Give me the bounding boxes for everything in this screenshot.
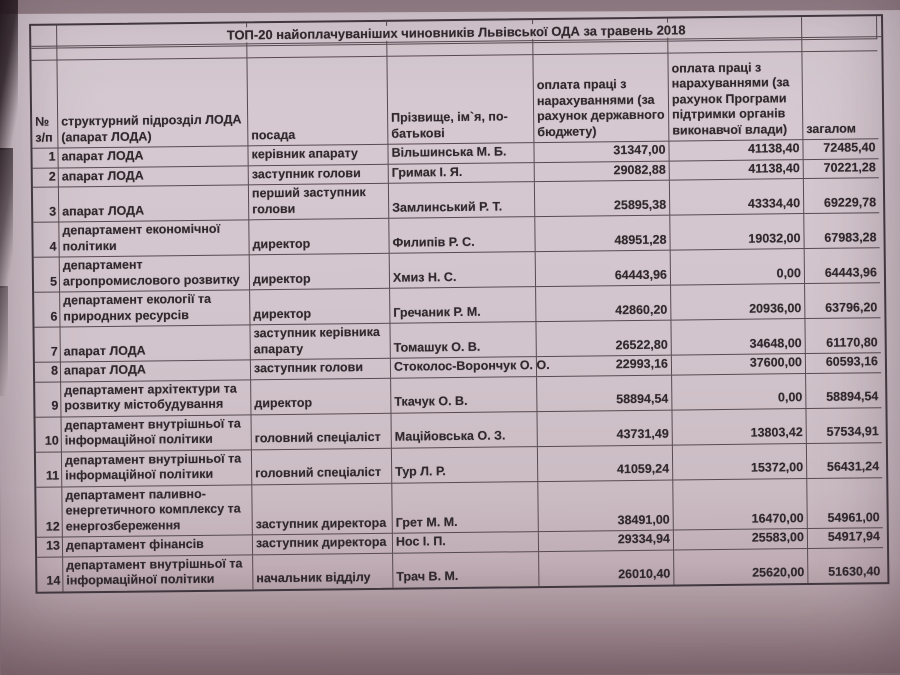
cell-name: Стоколос-Ворончук О. О.: [391, 357, 537, 378]
table-title: ТОП-20 найоплачуваніших чиновників Львівської ОДА за травень 2018: [31, 20, 881, 47]
cell-state-budget: 42860,20: [536, 286, 671, 323]
cell-total: 60593,16: [806, 353, 881, 373]
cell-total: 57534,91: [806, 408, 881, 444]
cell-program: 19032,00: [670, 214, 804, 251]
salary-table: [29, 14, 889, 593]
header-row: [31, 51, 882, 149]
cell-position: заступник керівника апарату: [250, 324, 390, 361]
cell-program: 0,00: [671, 249, 805, 286]
cell-unit: департамент економічної політики: [59, 220, 249, 257]
cell-state-budget: 48951,28: [535, 216, 670, 253]
cell-state-budget: 22993,16: [537, 356, 672, 377]
cell-state-budget: 58894,54: [537, 375, 672, 412]
cell-state-budget: 64443,96: [536, 251, 671, 288]
cell-position: заступник голови: [251, 359, 391, 380]
cell-name: Маційовська О. З.: [391, 412, 537, 449]
cell-state-budget: 41059,24: [538, 445, 673, 482]
header-cell-total: загалом: [802, 51, 878, 140]
cell-position: директор: [249, 219, 389, 256]
cell-num: 1: [32, 149, 58, 169]
cell-name: Грет М. М.: [392, 482, 539, 534]
cell-unit: апарат ЛОДА: [60, 325, 250, 362]
cell-num: 12: [36, 487, 63, 538]
cell-position: заступник директора: [252, 483, 393, 535]
cell-state-budget: 31347,00: [534, 142, 669, 163]
cell-num: 8: [35, 363, 61, 383]
cell-state-budget: 25895,38: [535, 181, 670, 218]
cell-program: 41138,40: [670, 160, 804, 181]
cell-name: Вільшинська М. Б.: [388, 143, 534, 164]
cell-program: 20936,00: [671, 284, 805, 321]
cell-name: Гречаник Р. М.: [390, 287, 536, 324]
cell-name: Тур Л. Р.: [392, 447, 538, 484]
cell-name: Филипів Р. С.: [389, 217, 535, 254]
cell-unit: апарат ЛОДА: [58, 146, 248, 168]
table-body: [32, 139, 887, 591]
cell-unit: департамент внутрішньої та інформаційної політики: [62, 415, 252, 452]
cell-position: керівник апарату: [248, 145, 388, 166]
cell-total: 63796,20: [805, 283, 880, 319]
cell-program: 25583,00: [674, 529, 808, 550]
cell-state-budget: 26522,80: [536, 321, 671, 358]
cell-num: 9: [35, 382, 61, 417]
cell-num: 2: [33, 168, 59, 188]
cell-unit: апарат ЛОДА: [59, 185, 249, 222]
cell-num: 7: [34, 328, 60, 363]
cell-position: директор: [250, 254, 390, 291]
cell-program: 0,00: [672, 374, 806, 411]
cell-num: 4: [33, 223, 59, 258]
cell-unit: департамент агропромислового розвитку: [60, 255, 250, 292]
cell-program: 16470,00: [673, 479, 808, 531]
cell-program: 15372,00: [673, 444, 807, 481]
cell-state-budget: 38491,00: [538, 480, 674, 532]
header-cell-state-budget: оплата праці з нарахуваннями (за рахунок державного бюджету): [533, 54, 669, 144]
cell-state-budget: 43731,49: [537, 410, 672, 447]
cell-unit: департамент паливно-енергетичного комплексу та енергозбереження: [62, 485, 253, 538]
header-cell-unit: структурний підрозділ ЛОДА (апарат ЛОДА): [57, 58, 248, 148]
cell-name: Ткачук О. В.: [391, 377, 537, 414]
cell-num: 13: [37, 537, 63, 557]
cell-position: начальник відділу: [253, 553, 393, 589]
cell-total: 56431,24: [807, 443, 882, 479]
cell-name: Хмиз Н. С.: [390, 252, 536, 289]
cell-position: головний спеціаліст: [251, 413, 391, 450]
cell-total: 58894,54: [806, 373, 881, 409]
cell-total: 70221,28: [804, 159, 879, 179]
cell-total: 54917,94: [808, 528, 883, 548]
cell-name: Трач В. М.: [393, 552, 539, 588]
header-cell-position: посада: [247, 57, 388, 147]
cell-total: 51630,40: [828, 564, 881, 579]
cell-position: заступник директора: [253, 534, 393, 555]
cell-state-budget: 26010,40: [539, 550, 674, 586]
cell-program: 41138,40: [669, 140, 803, 161]
cell-total: 54961,00: [807, 478, 883, 529]
header-cell-program: оплата праці з нарахуваннями (за рахунок Програми підтримки органів виконавчої влади): [668, 52, 803, 142]
cell-unit: департамент внутрішньої та інформаційної політики: [62, 450, 252, 487]
cell-position: заступник голови: [249, 164, 389, 185]
cell-position: директор: [251, 378, 391, 415]
cell-unit: департамент фінансів: [63, 535, 253, 557]
cell-state-budget: 29334,94: [539, 531, 674, 552]
header-cell-num: № з/п: [31, 61, 58, 149]
cell-num: 5: [34, 258, 60, 293]
cell-num: 10: [36, 417, 62, 452]
cell-total: 67983,28: [804, 213, 879, 249]
cell-unit: апарат ЛОДА: [59, 166, 249, 188]
cell-num: 14: [37, 557, 63, 591]
cell-unit: департамент екології та природних ресурсів: [60, 290, 250, 327]
cell-total: 69229,78: [804, 178, 879, 214]
header-cell-name: Прізвище, ім`я, по-батькові: [387, 55, 534, 145]
cell-unit: департамент архітектури та розвитку містобудування: [61, 380, 251, 417]
cell-position: головний спеціаліст: [252, 448, 392, 485]
cell-program: 37600,00: [672, 354, 806, 375]
spreadsheet-paper: [0, 10, 900, 675]
cell-state-budget: 29082,88: [535, 161, 670, 182]
cell-program: 34648,00: [671, 319, 805, 356]
cell-name: Нос І. П.: [393, 532, 539, 553]
cell-unit: апарат ЛОДА: [61, 360, 251, 382]
cell-position: перший заступник голови: [249, 184, 389, 221]
cell-total: 64443,96: [805, 248, 880, 284]
cell-total: 61170,80: [805, 318, 880, 354]
cell-total: 72485,40: [803, 139, 878, 159]
cell-name: Томашук О. В.: [390, 322, 536, 359]
cell-unit: департамент внутрішньої та інформаційної політики: [63, 555, 253, 591]
cell-num: 3: [33, 188, 59, 223]
cell-name: Замлинський Р. Т.: [389, 182, 535, 219]
cell-num: 11: [36, 452, 62, 487]
cell-program: 43334,40: [670, 179, 804, 216]
cell-position: директор: [250, 289, 390, 326]
cell-name: Гримак І. Я.: [389, 163, 535, 184]
cell-program: 13803,42: [672, 409, 806, 446]
cell-program: 25620,00: [674, 549, 808, 585]
cell-num: 6: [34, 293, 60, 328]
